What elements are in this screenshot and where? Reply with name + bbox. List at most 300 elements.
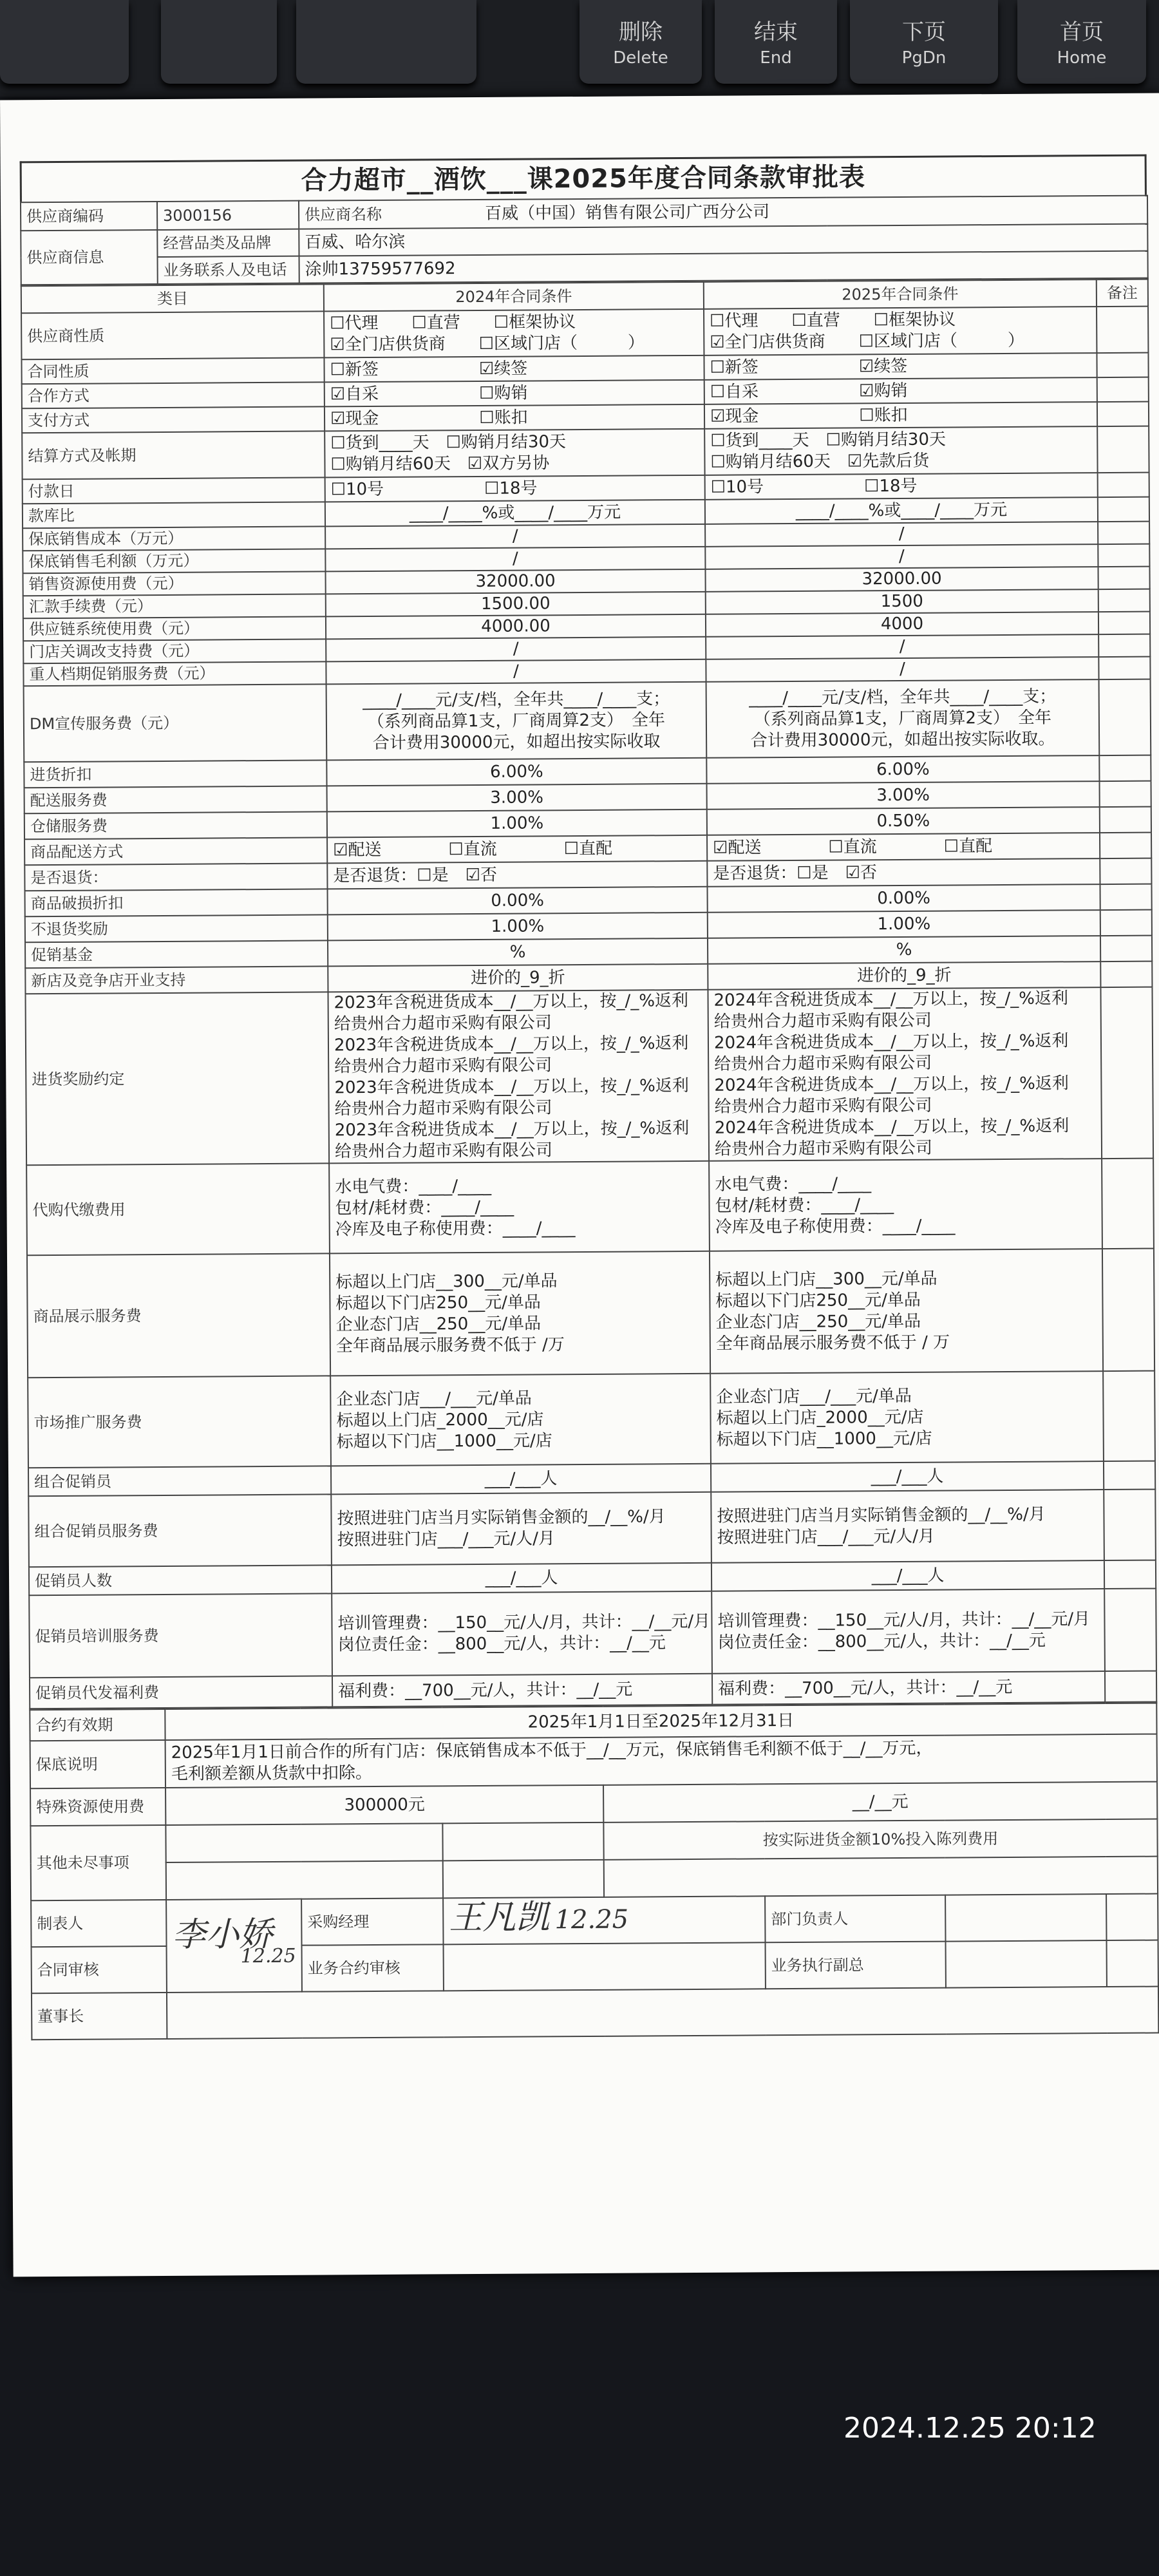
term-line: 包材/耗材费：____/____ xyxy=(335,1197,514,1218)
special-2025-value: __/__元 xyxy=(603,1782,1157,1823)
other-cell xyxy=(443,1860,604,1899)
term-2024-value xyxy=(325,475,705,502)
term-line: ☑自采 ☐购销 xyxy=(330,383,528,404)
keyboard-key xyxy=(1017,0,1146,84)
term-remark xyxy=(1098,634,1150,657)
keyboard-key xyxy=(161,0,277,84)
keyboard-key xyxy=(850,0,998,84)
term-line: 0.00% xyxy=(491,890,545,911)
term-2024-value xyxy=(327,861,707,889)
term-remark xyxy=(1100,936,1152,961)
term-row xyxy=(21,307,1148,360)
term-line: ☐代理 ☐直营 ☐框架协议 xyxy=(330,312,576,334)
term-label: 商品破损折扣 xyxy=(25,889,328,916)
term-line: 按照进驻门店当月实际销售金额的__/__%/月 xyxy=(337,1507,666,1529)
term-label: 配送服务费 xyxy=(24,786,327,813)
key-label-bottom: PgDn xyxy=(901,48,947,68)
other-label: 其他未尽事项 xyxy=(30,1825,166,1900)
term-2025-value xyxy=(704,377,1097,404)
term-remark xyxy=(1100,833,1151,858)
term-remark xyxy=(1104,1560,1156,1589)
term-line: ☐购销月结60天 ☑双方另协 xyxy=(330,453,550,475)
term-remark xyxy=(1104,1461,1155,1490)
term-2025-value xyxy=(707,833,1100,861)
photo-timestamp: 2024.12.25 20:12 xyxy=(843,2412,1097,2445)
term-line: 2023年含税进货成本__/__万以上，按_/_%返利 xyxy=(334,1118,690,1141)
term-2024-value xyxy=(330,1251,710,1376)
term-line: 福利费：__700__元/人，共计：__/__元 xyxy=(718,1677,1013,1699)
term-line: 1500 xyxy=(880,591,923,612)
term-line: 全年商品展示服务费不低于 /万 xyxy=(335,1335,565,1356)
term-label: 促销员人数 xyxy=(29,1565,332,1595)
term-label: 重人档期促销服务费（元） xyxy=(23,661,326,686)
other-note: 按实际进货金额10%投入陈列费用 xyxy=(603,1819,1157,1860)
term-2025-value xyxy=(706,755,1099,784)
term-2024-value xyxy=(330,1374,711,1466)
business-contract-review-label: 业务合约审核 xyxy=(302,1944,444,1991)
code-label: 供应商编码 xyxy=(21,202,157,231)
term-remark xyxy=(1100,807,1151,833)
term-line: / xyxy=(899,636,905,656)
business-exec-vp-label: 业务执行副总 xyxy=(766,1942,946,1989)
term-2025-value xyxy=(707,781,1100,810)
purchase-manager-label: 采购经理 xyxy=(301,1898,443,1945)
term-label: 市场推广服务费 xyxy=(28,1376,331,1468)
dept-head-extra xyxy=(1106,1894,1158,1940)
term-remark xyxy=(1100,961,1152,987)
term-line: 合计费用30000元，如超出按实际收取 xyxy=(372,731,661,753)
term-line: 按照进驻门店___/___元/人/月 xyxy=(717,1526,936,1548)
term-remark xyxy=(1098,612,1150,634)
key-label-top: 下页 xyxy=(902,19,946,45)
term-label: 保底销售成本（万元） xyxy=(23,526,325,551)
term-2024-value xyxy=(328,913,708,941)
term-line: 给贵州合力超市采购有限公司 xyxy=(334,1013,552,1034)
approval-form xyxy=(20,155,1158,2041)
chairman-value xyxy=(167,1987,1158,2039)
term-2025-value xyxy=(705,497,1098,524)
key-label-top: 删除 xyxy=(619,19,663,45)
term-line: 冷库及电子称使用费：____/____ xyxy=(715,1215,956,1237)
term-2025-value xyxy=(708,910,1100,938)
term-line: 4000 xyxy=(880,614,924,634)
term-remark xyxy=(1097,307,1148,353)
term-line: 培训管理费：__150__元/人/月，共计：__/__元/月 xyxy=(717,1609,1091,1631)
term-remark xyxy=(1100,781,1151,807)
term-remark xyxy=(1097,353,1148,377)
code-value: 3000156 xyxy=(157,201,299,230)
term-2024-value xyxy=(324,355,704,383)
maker-signature-date: 12.25 xyxy=(240,1944,296,1968)
term-line: / xyxy=(898,546,905,566)
term-remark xyxy=(1102,1249,1154,1371)
term-2024-value xyxy=(325,380,704,407)
key-label-top: 结束 xyxy=(754,19,798,45)
term-label: 组合促销员服务费 xyxy=(28,1494,332,1567)
term-label: DM宣传服务费（元） xyxy=(24,684,327,762)
term-2024-value xyxy=(332,1591,712,1676)
term-remark xyxy=(1100,910,1152,936)
keyboard-key xyxy=(296,0,476,84)
term-line: 按照进驻门店当月实际销售金额的__/__%/月 xyxy=(717,1504,1046,1526)
term-remark xyxy=(1100,987,1153,1159)
term-remark xyxy=(1098,522,1149,544)
term-2025-value xyxy=(706,679,1100,758)
term-line: / xyxy=(512,526,518,546)
term-line: 岗位责任金：__800__元/人，共计：__/__元 xyxy=(337,1633,666,1655)
contract-review-label: 合同审核 xyxy=(32,1946,167,1993)
category-header: 类目 xyxy=(21,284,324,313)
term-line: 给贵州合力超市采购有限公司 xyxy=(334,1141,553,1162)
term-2025-value xyxy=(704,307,1097,355)
business-exec-vp-extra xyxy=(1107,1940,1158,1987)
term-line: 培训管理费：__150__元/人/月，共计：__/__元/月 xyxy=(337,1611,711,1634)
keyboard xyxy=(0,0,1159,97)
term-line: / xyxy=(898,524,905,544)
term-2025-value xyxy=(708,961,1100,990)
term-line: ___/___人 xyxy=(871,1566,945,1586)
term-remark xyxy=(1097,426,1149,473)
term-line: 给贵州合力超市采购有限公司 xyxy=(714,1053,932,1074)
term-2024-value xyxy=(324,309,704,358)
term-remark xyxy=(1098,589,1150,612)
term-line: ☐新签 ☑续签 xyxy=(330,359,528,379)
term-remark xyxy=(1100,858,1151,884)
maker-signature-name: 李小娇 xyxy=(172,1915,273,1955)
term-row xyxy=(29,1589,1156,1678)
term-line: 标超以下门店250__元/单品 xyxy=(335,1293,541,1314)
term-2025-value xyxy=(711,1461,1104,1492)
remark-header: 备注 xyxy=(1097,279,1148,307)
term-label: 结算方式及帐期 xyxy=(22,431,325,479)
term-2025-value xyxy=(706,612,1098,637)
term-line: / xyxy=(512,549,518,569)
term-label: 促销基金 xyxy=(25,940,328,968)
term-line: 给贵州合力超市采购有限公司 xyxy=(714,1095,932,1117)
term-line: 给贵州合力超市采购有限公司 xyxy=(334,1098,552,1119)
term-label: 进货折扣 xyxy=(24,760,326,788)
term-2024-value xyxy=(327,784,707,812)
term-2024-value xyxy=(325,429,704,478)
term-line: ☐10号 ☐18号 xyxy=(710,476,918,497)
term-line: 1.00% xyxy=(877,914,931,934)
term-line: 按照进驻门店___/___元/人/月 xyxy=(337,1529,556,1550)
other-cell xyxy=(166,1861,443,1900)
keyboard-key xyxy=(0,0,129,84)
term-2025-value xyxy=(708,987,1102,1161)
term-2024-value xyxy=(328,990,709,1164)
terms-rows xyxy=(21,307,1156,1709)
term-line: 32000.00 xyxy=(475,571,556,591)
business-exec-vp-value xyxy=(946,1940,1107,1988)
term-line: 2023年含税进货成本__/__万以上，按_/_%返利 xyxy=(334,1033,689,1056)
term-line: 进价的_9_折 xyxy=(470,967,565,988)
term-remark xyxy=(1098,567,1149,589)
term-line: 2024年含税进货成本__/__万以上，按_/_%返利 xyxy=(713,989,1069,1010)
term-remark xyxy=(1098,657,1150,679)
term-line: / xyxy=(513,661,519,681)
term-line: ☐新签 ☑续签 xyxy=(710,356,908,377)
term-label: 合作方式 xyxy=(22,382,325,408)
term-remark xyxy=(1099,679,1151,755)
term-label: 门店关调改支持费（元） xyxy=(23,639,326,663)
term-line: 标超以下门店250__元/单品 xyxy=(715,1290,921,1311)
term-label: 合同性质 xyxy=(21,357,324,384)
name-value: 百威（中国）销售有限公司广西分公司 xyxy=(485,202,770,223)
term-line: 给贵州合力超市采购有限公司 xyxy=(713,1010,932,1032)
maker-label: 制表人 xyxy=(31,1900,166,1947)
term-line: 岗位责任金：__800__元/人，共计：__/__元 xyxy=(717,1631,1046,1653)
dept-head-value xyxy=(945,1894,1106,1942)
term-label: 供应商性质 xyxy=(21,311,324,359)
term-label: 代购代缴费用 xyxy=(26,1163,330,1255)
footer-table xyxy=(29,1703,1159,2041)
term-line: 水电气费：____/____ xyxy=(335,1176,492,1197)
contact-value: 涂帅13759577692 xyxy=(299,251,1148,283)
term-2025-value xyxy=(711,1490,1104,1563)
term-line: 2024年含税进货成本__/__万以上，按_/_%返利 xyxy=(713,1031,1069,1053)
term-line: 全年商品展示服务费不低于 / 万 xyxy=(715,1332,950,1354)
term-2025-value xyxy=(706,589,1098,614)
term-line: 企业态门店___/___元/单品 xyxy=(716,1386,912,1407)
term-line: ___/___人 xyxy=(484,1468,558,1489)
term-remark xyxy=(1104,1589,1156,1671)
term-line: 合计费用30000元，如超出按实际收取。 xyxy=(750,729,1055,750)
term-line: 企业态门店__250__元/单品 xyxy=(335,1314,542,1335)
contact-label: 业务联系人及电话 xyxy=(158,256,299,284)
term-2024-value xyxy=(326,659,706,685)
term-2025-value xyxy=(705,544,1098,569)
term-remark xyxy=(1098,497,1149,522)
chairman-label: 董事长 xyxy=(32,1993,167,2040)
term-2025-value xyxy=(709,1159,1102,1251)
term-remark xyxy=(1098,473,1149,497)
term-remark xyxy=(1103,1371,1155,1461)
term-remark xyxy=(1097,402,1149,426)
info-label: 供应商信息 xyxy=(21,230,158,285)
term-line: 是否退货：☐是 ☑否 xyxy=(333,865,498,886)
term-2025-value xyxy=(707,884,1100,913)
term-line: ☑配送 ☐直流 ☐直配 xyxy=(333,838,613,860)
y2025-header: 2025年合同条件 xyxy=(704,279,1097,309)
validity-value: 2025年1月1日至2025年12月31日 xyxy=(165,1703,1156,1740)
term-line: 是否退货：☐是 ☑否 xyxy=(713,862,878,884)
term-2024-value xyxy=(326,758,706,786)
term-label: 组合促销员 xyxy=(28,1466,331,1496)
header-table xyxy=(20,195,1149,286)
term-line: 6.00% xyxy=(876,759,930,779)
term-line: （系列商品算1支，厂商周算2支） 全年 xyxy=(367,710,666,732)
term-line: ☑现金 ☐账扣 xyxy=(330,408,528,428)
term-2025-value xyxy=(711,1589,1105,1674)
term-line: 1.00% xyxy=(490,813,544,833)
term-remark xyxy=(1105,1671,1156,1702)
term-row xyxy=(25,987,1153,1166)
term-label: 付款日 xyxy=(23,477,325,504)
term-line: 3.00% xyxy=(876,785,930,805)
paper-sheet xyxy=(0,93,1159,2277)
y2024-header: 2024年合同条件 xyxy=(324,282,704,312)
term-label: 促销员培训服务费 xyxy=(29,1593,332,1678)
term-line: ☐自采 ☑购销 xyxy=(710,381,908,402)
term-line: ____/____%或____/____万元 xyxy=(409,502,621,524)
term-line: ____/____元/支/档，全年共____/____支； xyxy=(749,686,1057,708)
brand-value: 百威、哈尔滨 xyxy=(299,224,1147,256)
term-line: 32000.00 xyxy=(862,569,942,589)
purchase-signature-name: 王凡凯 xyxy=(449,1898,550,1938)
term-remark xyxy=(1104,1490,1156,1560)
term-line: ☑现金 ☐账扣 xyxy=(710,405,908,426)
term-line: 标超以上门店_2000__元/店 xyxy=(336,1409,544,1430)
business-contract-review-value xyxy=(444,1942,766,1991)
term-line: ☑配送 ☐直流 ☐直配 xyxy=(713,836,993,858)
term-line: 冷库及电子称使用费：____/____ xyxy=(335,1218,576,1239)
guarantee-value xyxy=(165,1734,1157,1788)
form-title: 合力超市__酒饮___课2025年度合同条款审批表 xyxy=(20,155,1147,202)
term-line: 2024年含税进货成本__/__万以上，按_/_%返利 xyxy=(714,1116,1069,1138)
guarantee-line: 毛利额差额从货款中扣除。 xyxy=(171,1763,373,1784)
term-2024-value xyxy=(329,1161,710,1254)
name-label: 供应商名称 xyxy=(305,205,382,224)
term-line: 标超以下门店__1000__元/店 xyxy=(336,1430,552,1452)
term-2024-value xyxy=(328,938,708,967)
term-2025-value xyxy=(712,1671,1105,1705)
term-line: 给贵州合力超市采购有限公司 xyxy=(334,1056,552,1077)
other-cell xyxy=(165,1823,442,1862)
term-2025-value xyxy=(705,522,1098,547)
guarantee-line: 2025年1月1日前合作的所有门店：保底销售成本不低于__/__万元，保底销售毛利额不低于__/__万元， xyxy=(171,1738,933,1763)
validity-label: 合约有效期 xyxy=(30,1709,165,1741)
term-label: 新店及竞争店开业支持 xyxy=(25,966,328,994)
term-label: 汇款手续费（元） xyxy=(23,594,326,618)
term-2024-value xyxy=(326,592,706,617)
term-line: ☐购销月结60天 ☑先款后货 xyxy=(710,451,930,472)
term-2024-value xyxy=(326,614,706,639)
term-line: ____/____%或____/____万元 xyxy=(795,500,1008,521)
term-line: 标超以下门店__1000__元/店 xyxy=(716,1428,932,1450)
term-2025-value xyxy=(704,353,1097,380)
term-2024-value xyxy=(331,1492,711,1566)
term-line: 2023年含税进货成本__/__万以上，按_/_%返利 xyxy=(334,1075,689,1098)
term-2025-value xyxy=(710,1371,1104,1464)
term-remark xyxy=(1097,377,1149,402)
other-cell xyxy=(604,1857,1158,1897)
term-2024-value xyxy=(325,547,705,572)
term-remark xyxy=(1102,1159,1154,1249)
term-2025-value xyxy=(706,634,1098,659)
key-label-top: 首页 xyxy=(1060,19,1104,45)
term-line: 标超以上门店__300__元/单品 xyxy=(715,1269,938,1290)
term-line: 4000.00 xyxy=(481,616,551,636)
term-2025-value xyxy=(705,567,1098,592)
special-2024-value: 300000元 xyxy=(165,1785,603,1825)
term-remark xyxy=(1100,884,1151,910)
term-2025-value xyxy=(706,657,1098,682)
term-2025-value xyxy=(710,1249,1103,1374)
term-label: 保底销售毛利额（万元） xyxy=(23,549,325,573)
keyboard-key xyxy=(580,0,702,84)
term-line: ☑全门店供货商 ☐区域门店（ ） xyxy=(710,330,1025,352)
term-remark xyxy=(1099,755,1151,781)
term-row xyxy=(28,1371,1155,1468)
term-2024-value xyxy=(325,524,705,549)
term-line: 标超以上门店_2000__元/店 xyxy=(716,1407,924,1428)
term-line: ☐代理 ☐直营 ☐框架协议 xyxy=(710,310,956,331)
term-2025-value xyxy=(705,473,1098,500)
term-2025-value xyxy=(704,402,1097,429)
term-remark xyxy=(1098,544,1149,567)
term-2024-value xyxy=(327,810,707,838)
purchase-signature-date: 12.25 xyxy=(554,1904,629,1935)
term-label: 销售资源使用费（元） xyxy=(23,571,326,596)
term-line: / xyxy=(899,659,905,679)
term-line: ___/___人 xyxy=(871,1466,944,1486)
term-label: 仓储服务费 xyxy=(24,811,327,839)
term-line: 进价的_9_折 xyxy=(856,965,952,985)
term-row xyxy=(26,1159,1154,1256)
term-line: 企业态门店___/___元/单品 xyxy=(336,1388,532,1409)
term-line: / xyxy=(513,639,519,659)
term-2024-value xyxy=(328,964,708,992)
term-line: 3.00% xyxy=(490,787,544,808)
term-line: 1500.00 xyxy=(480,594,551,614)
term-row xyxy=(22,426,1149,480)
term-line: ___/___人 xyxy=(485,1567,558,1588)
term-2024-value xyxy=(325,500,705,527)
term-line: 企业态门店__250__元/单品 xyxy=(715,1311,921,1332)
special-label: 特殊资源使用费 xyxy=(30,1788,165,1826)
keyboard-key xyxy=(715,0,837,84)
term-label: 促销员代发福利费 xyxy=(30,1676,332,1709)
term-line: ____/____元/支/档，全年共____/____支； xyxy=(363,688,670,710)
term-2024-value xyxy=(332,1563,711,1594)
term-label: 是否退货： xyxy=(24,863,327,891)
term-2024-value xyxy=(325,404,704,431)
term-line: 包材/耗材费：____/____ xyxy=(715,1195,894,1216)
key-label-bottom: Home xyxy=(1057,48,1107,68)
term-row xyxy=(24,679,1151,762)
term-line: ☐货到____天 ☐购销月结30天 xyxy=(330,432,567,453)
term-label: 供应链系统使用费（元） xyxy=(23,616,326,641)
term-2025-value xyxy=(708,936,1100,964)
term-label: 不退货奖励 xyxy=(25,914,328,942)
term-line: 6.00% xyxy=(489,761,543,782)
term-row xyxy=(28,1490,1156,1567)
term-label: 款库比 xyxy=(23,502,325,528)
maker-signature xyxy=(166,1899,302,1993)
term-2025-value xyxy=(707,807,1100,835)
term-line: 1.00% xyxy=(491,916,545,936)
term-line: 0.00% xyxy=(877,888,930,908)
key-label-bottom: Delete xyxy=(613,48,668,68)
term-line: 标超以上门店__300__元/单品 xyxy=(335,1271,558,1293)
term-2024-value xyxy=(331,1464,711,1495)
guarantee-label: 保底说明 xyxy=(30,1740,165,1788)
term-2024-value xyxy=(325,569,705,594)
term-line: 给贵州合力超市采购有限公司 xyxy=(714,1138,933,1159)
key-label-bottom: End xyxy=(760,48,792,68)
term-label: 进货奖励约定 xyxy=(25,992,329,1165)
term-line: ☐10号 ☐18号 xyxy=(330,478,538,499)
term-label: 支付方式 xyxy=(22,406,325,433)
term-2025-value xyxy=(704,426,1097,475)
term-line: 0.50% xyxy=(876,811,930,831)
terms-table xyxy=(21,279,1157,1710)
term-line: （系列商品算1支，厂商周算2支） 全年 xyxy=(753,708,1052,729)
term-line: ☐货到____天 ☐购销月结30天 xyxy=(710,430,947,451)
term-line: 福利费：__700__元/人，共计：__/__元 xyxy=(338,1680,633,1701)
other-cell xyxy=(442,1823,603,1861)
